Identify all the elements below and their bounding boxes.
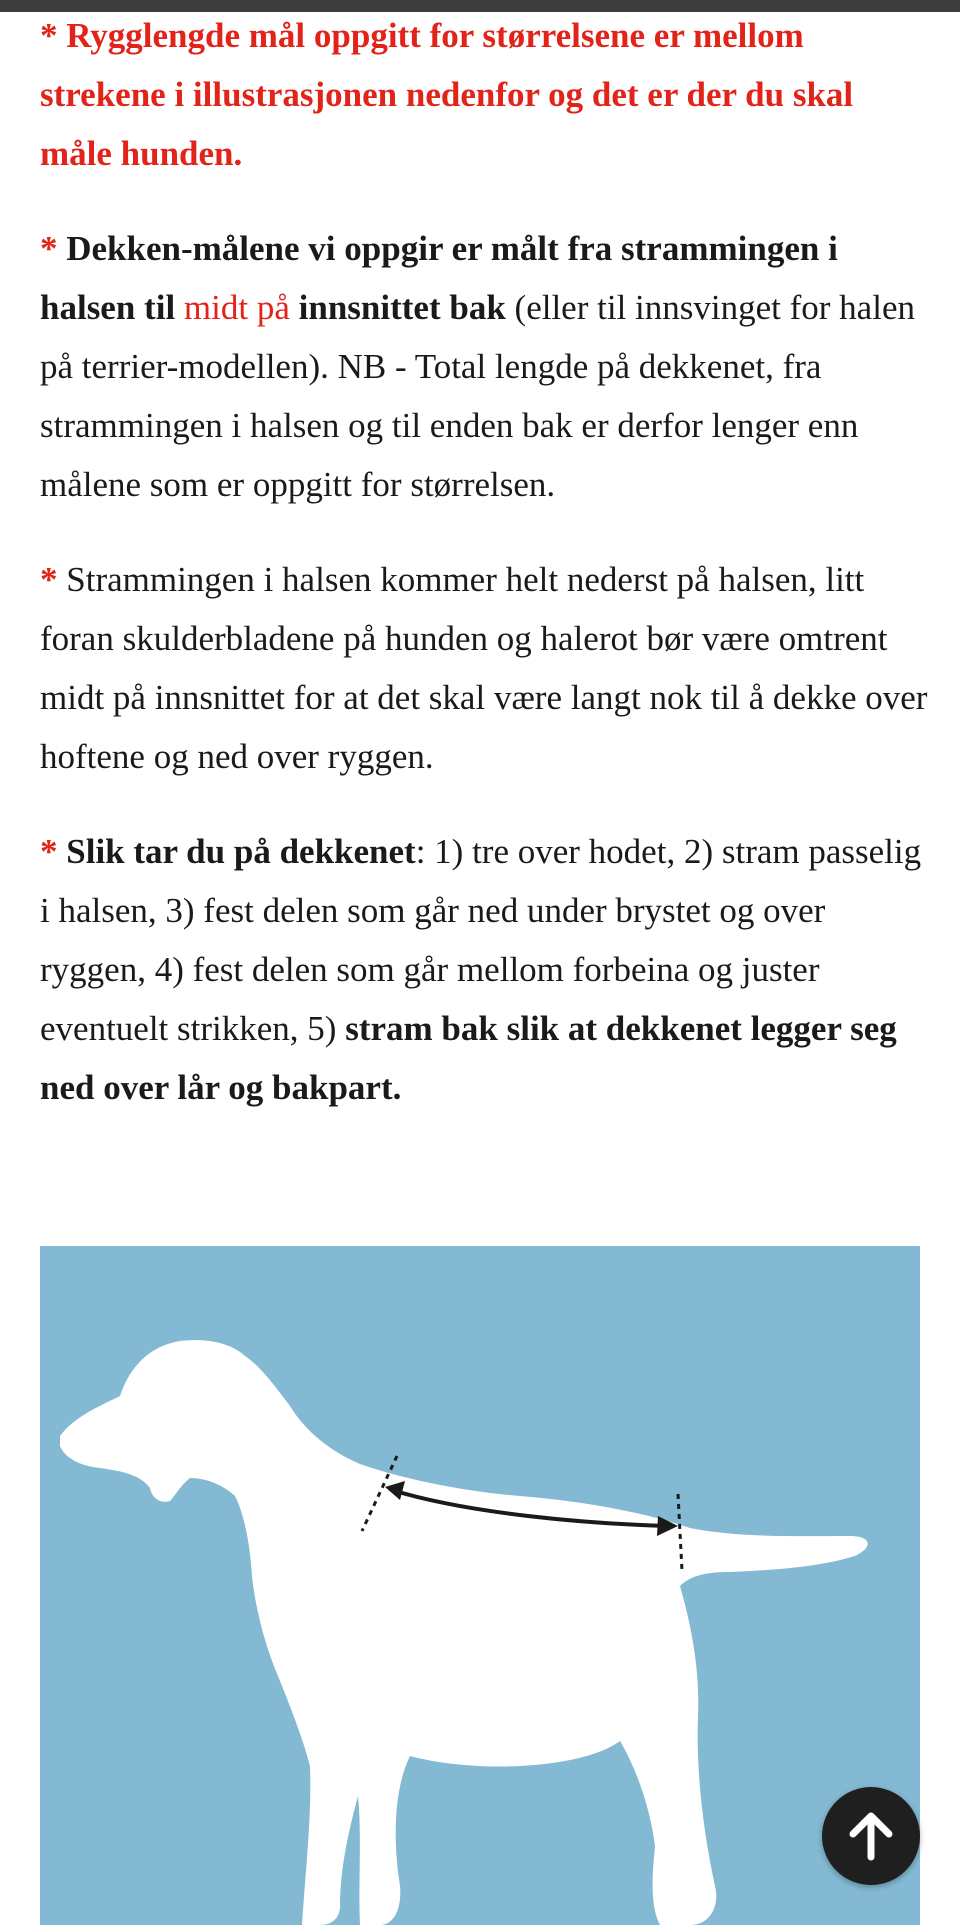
paragraph-neck-tightening [40,550,930,786]
back-length-note: Rygglengde mål oppgitt for størrelsene er mellom strekene i illustrasjonen nedenfor og det er der du skal måle hunden. [40,16,854,173]
asterisk: * [40,560,58,599]
arrow-up-icon [822,1787,920,1885]
measurement-bold-text: Dekken-målene vi oppgir er målt fra strammingen i halsen til [40,229,838,327]
dog-silhouette-icon [40,1246,920,1925]
scroll-to-top-button[interactable] [822,1787,920,1885]
paragraph-cover-measurements [40,219,930,514]
dog-measurement-illustration [40,1246,920,1925]
how-to-final-step: stram bak slik at dekkenet legger seg ned over lår og bakpart. [40,1009,897,1107]
paragraph-how-to-put-on [40,822,930,1117]
neck-tightening-text: Strammingen i halsen kommer helt nederst på halsen, litt foran skulderbladene på hunden og halerot bør være omtrent midt på innsnittet for at det skal være langt nok til å dekke over hoftene og ned over ryggen. [40,560,928,776]
measurement-bold-text-2: innsnittet bak [289,288,506,327]
asterisk: * [40,832,58,871]
how-to-heading: Slik tar du på dekkenet [57,832,416,871]
how-to-steps: : 1) tre over hodet, 2) stram passelig i halsen, 3) fest delen som går ned under brystet og over ryggen, 4) fest delen som går mellom forbeina og juster eventuelt strikken, 5) [40,832,922,1048]
paragraph-back-length [40,6,930,183]
asterisk: * [40,229,58,268]
measurement-plain-text: (eller til innsvinget for halen på terrier-modellen). NB - Total lengde på dekkenet, fra strammingen i halsen og til enden bak er derfor lenger enn målene som er oppgitt for størrelsen. [40,288,915,504]
measurement-red-text: midt på [183,288,290,327]
asterisk: * [40,16,58,55]
article-content [40,6,930,1153]
